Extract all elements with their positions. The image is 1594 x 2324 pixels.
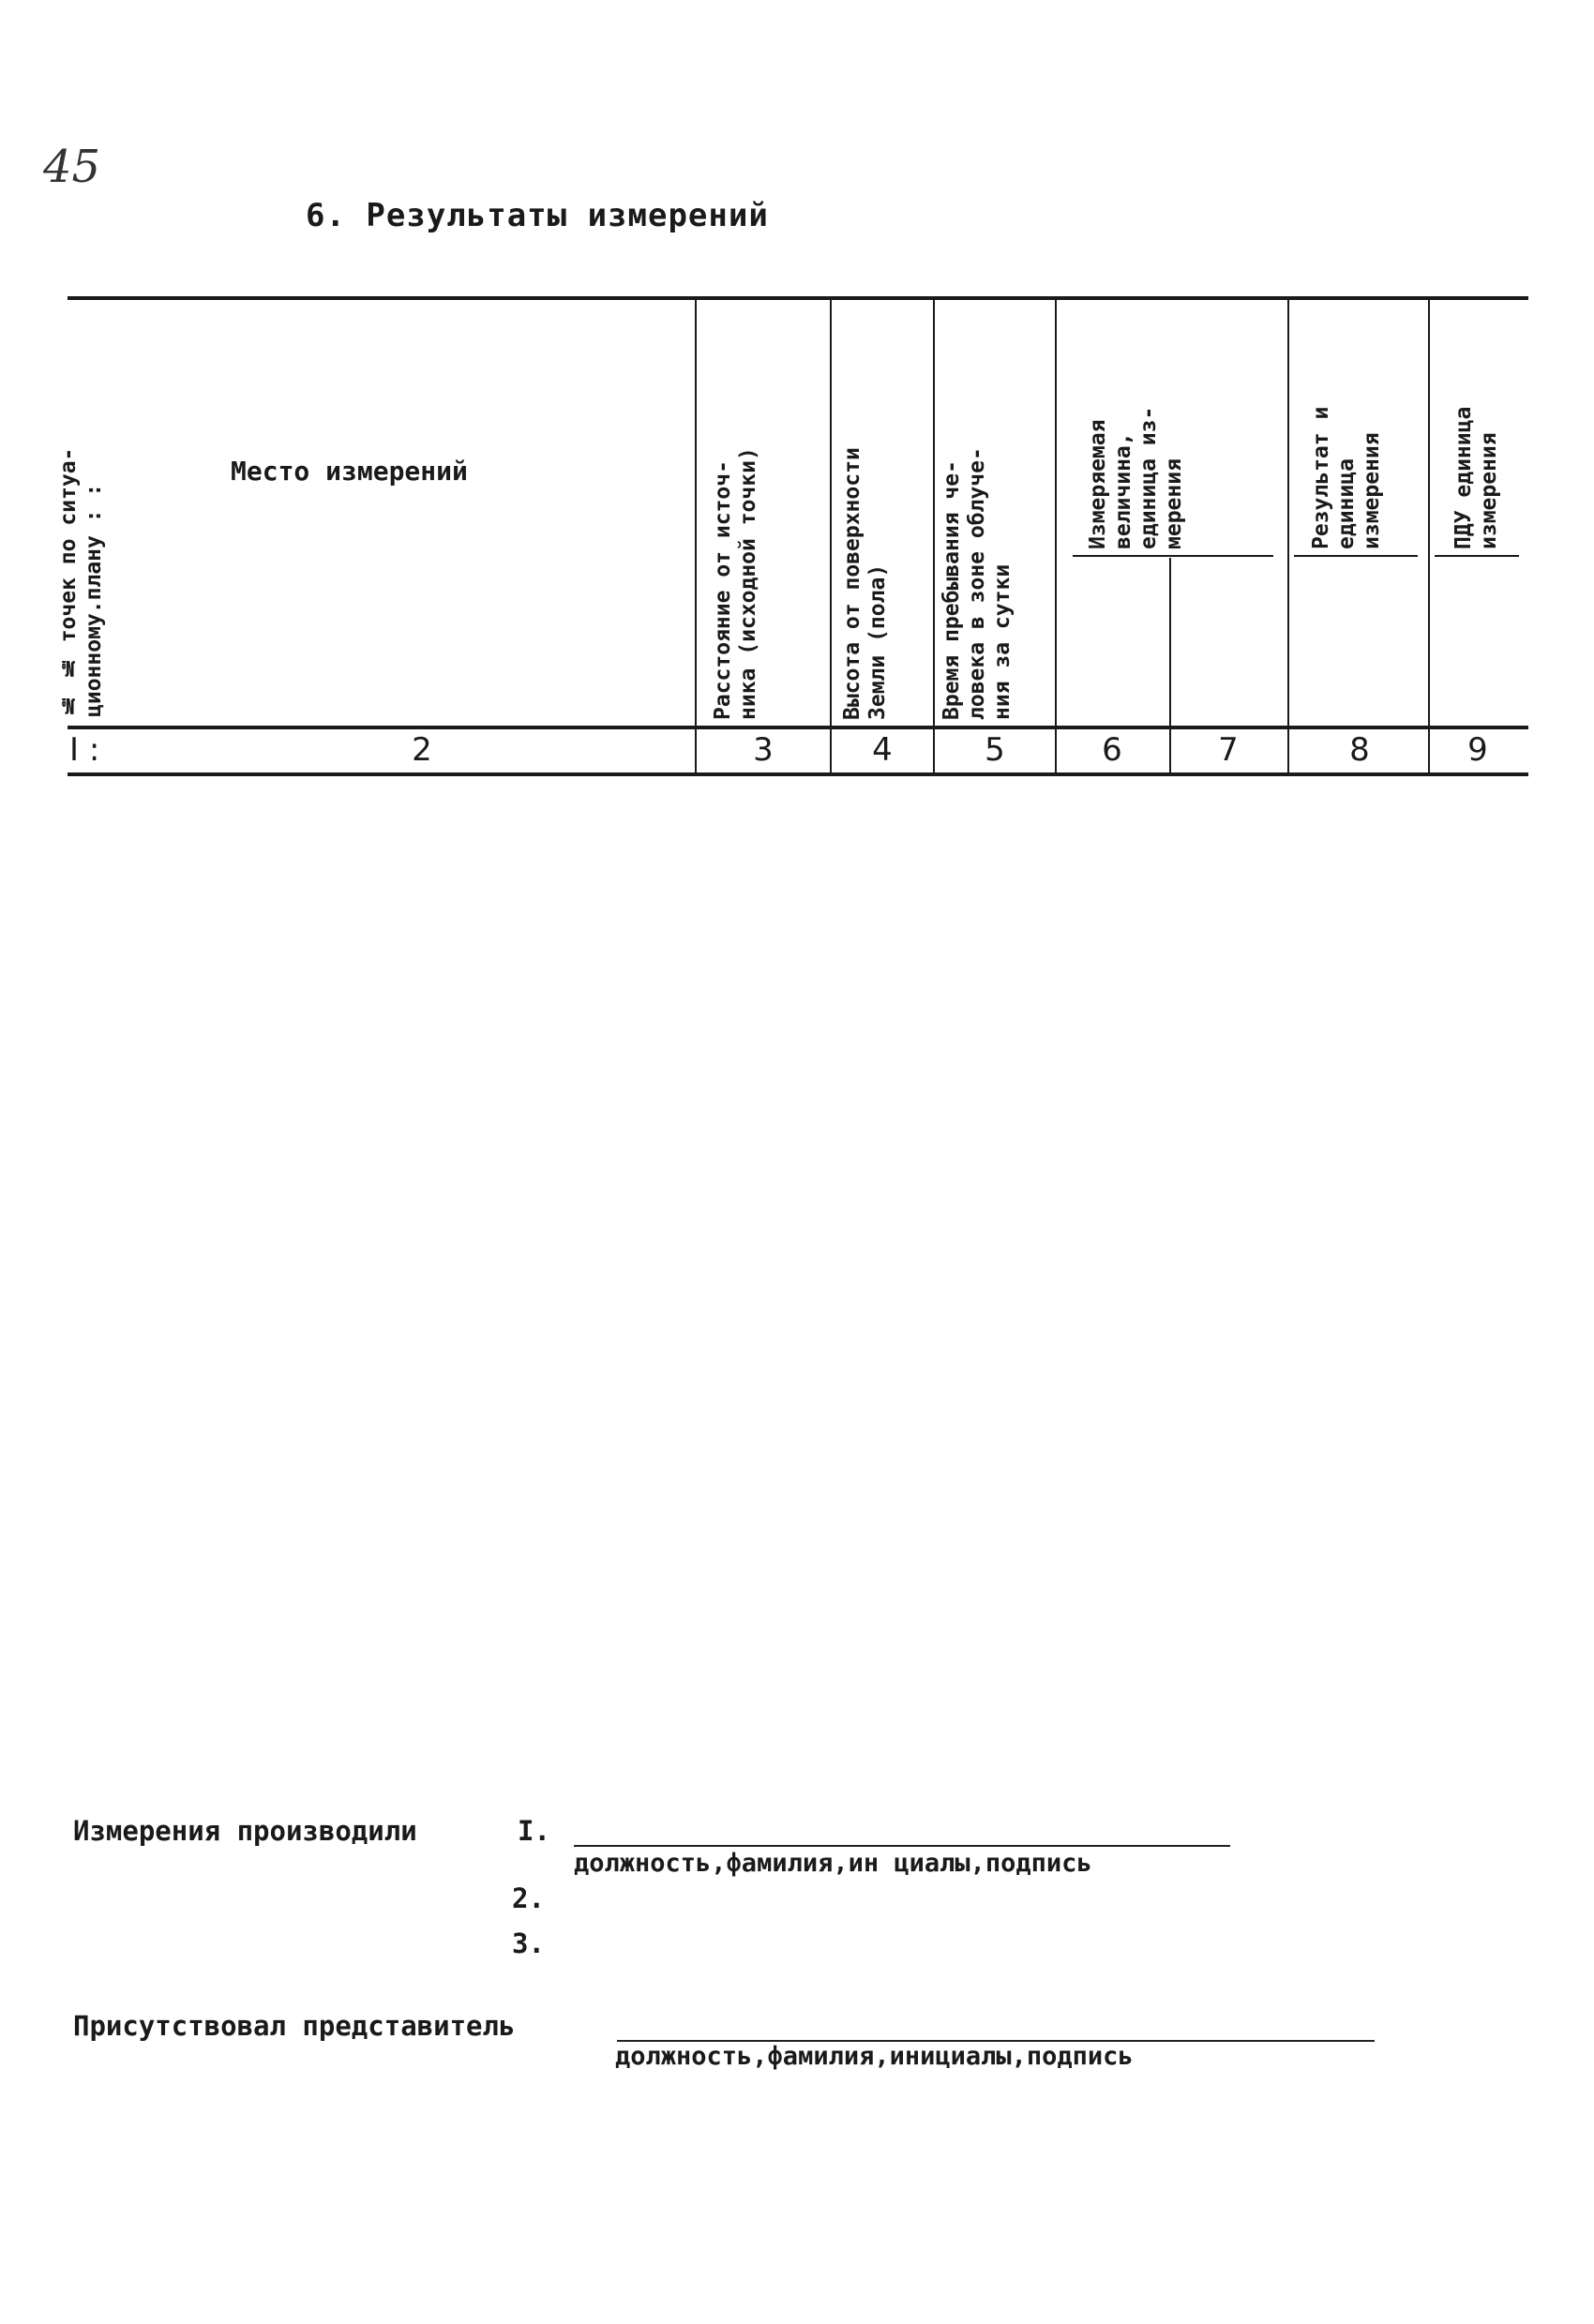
header-col67-measured: Измеряемая величина, единица из- мерения	[1086, 406, 1186, 549]
signature-item-2: 2.	[512, 1882, 545, 1914]
page-number: 45	[43, 141, 101, 193]
header-col1-points: № № точек по ситуа- ционному.плану : :	[56, 447, 106, 717]
column-number-7: 7	[1218, 731, 1239, 769]
signature-line-1	[574, 1845, 1230, 1847]
present-representative-label: Присутствовал представитель	[73, 2010, 516, 2042]
header-col2-place: Место измерений	[231, 456, 468, 487]
header-col8-result: Результат и единица измерения	[1309, 406, 1384, 549]
header-col3-distance: Расстояние от источ- ника (исходной точки)	[711, 447, 760, 720]
header-col5-time: Время пребывания че- ловека в зоне облуче- ния за сутки	[940, 447, 1015, 720]
column-number-5: 5	[985, 731, 1005, 769]
column-number-9: 9	[1467, 731, 1488, 769]
column-number-2: 2	[412, 731, 432, 769]
measured-by-label: Измерения производили	[73, 1815, 417, 1847]
column-number-6: 6	[1102, 731, 1122, 769]
column-number-3: 3	[753, 731, 774, 769]
column-number-4: 4	[872, 731, 893, 769]
section-title: 6. Результаты измерений	[306, 197, 769, 234]
signature-item-1: I.	[518, 1815, 550, 1847]
signature-caption-2: должность,фамилия,инициалы,подпись	[615, 2042, 1134, 2071]
signature-item-3: 3.	[512, 1927, 545, 1959]
header-col4-height: Высота от поверхности Земли (пола)	[840, 447, 890, 720]
column-number-1: I :	[69, 731, 100, 769]
signature-caption-1: должность,фамилия,ин циалы,подпись	[574, 1849, 1092, 1878]
header-col9-limit: ПДУ единица измерения	[1451, 406, 1501, 549]
column-number-8: 8	[1349, 731, 1370, 769]
